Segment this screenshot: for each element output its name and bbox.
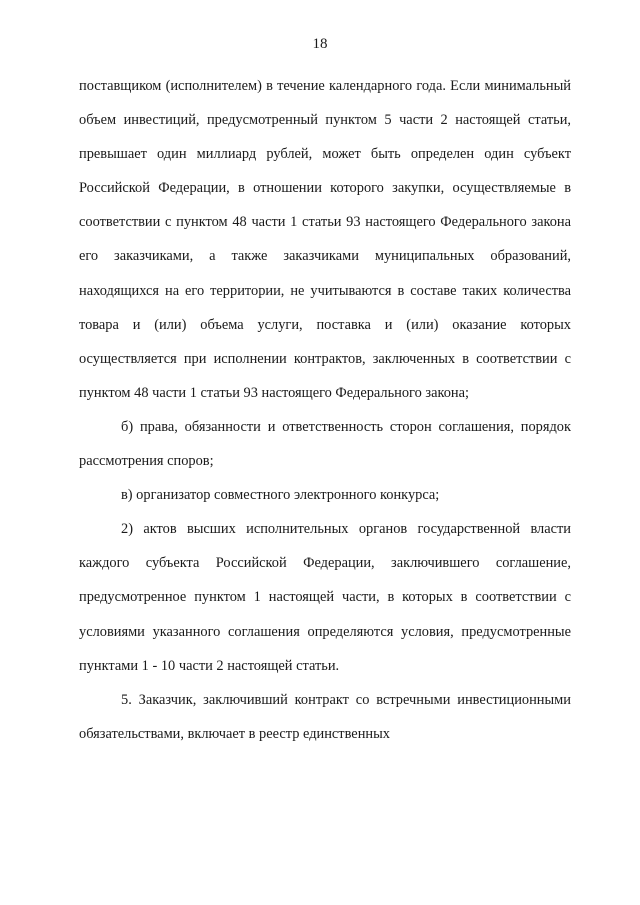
- paragraph-customer-registry: 5. Заказчик, заключивший контракт со встречными инвестиционными обязательствами, включает в реестр единственных: [79, 691, 571, 742]
- paragraph-organizer: в) организатор совместного электронного конкурса;: [121, 487, 440, 504]
- paragraph-continuation: поставщиком (исполнителем) в течение календарного года. Если минимальный объем инвестиций, предусмотренный пунктом 5 части 2 настоящей статьи, превышает один миллиард рублей, может быть определен один субъект Российской Федерации, в отношении которого закупки, осуществляемые в соответствии с пунктом 48 части 1 статьи 93 настоящего Федерального закона его заказчиками, а также заказчиками муниципальных образований, находящихся на его территории, не учитываются в составе таких количества товара и (или) объема услуги, поставка и (или) оказание которых осуществляется при исполнении контрактов, заключенных в соответствии с пунктом 48 части 1 статьи 93 настоящего Федерального закона;: [79, 78, 571, 401]
- paragraph-regional-acts: 2) актов высших исполнительных органов государственной власти каждого субъекта Российской Федерации, заключившего соглашение, предусмотренное пунктом 1 настоящей части, в которых в соответствии с условиями указанного соглашения определяются условия, предусмотренные пунктами 1 - 10 части 2 настоящей статьи.: [79, 521, 571, 674]
- page-number: 18: [312, 36, 328, 52]
- paragraph-rights-obligations: б) права, обязанности и ответственность сторон соглашения, порядок рассмотрения споров;: [79, 418, 571, 470]
- document-body: [79, 69, 571, 751]
